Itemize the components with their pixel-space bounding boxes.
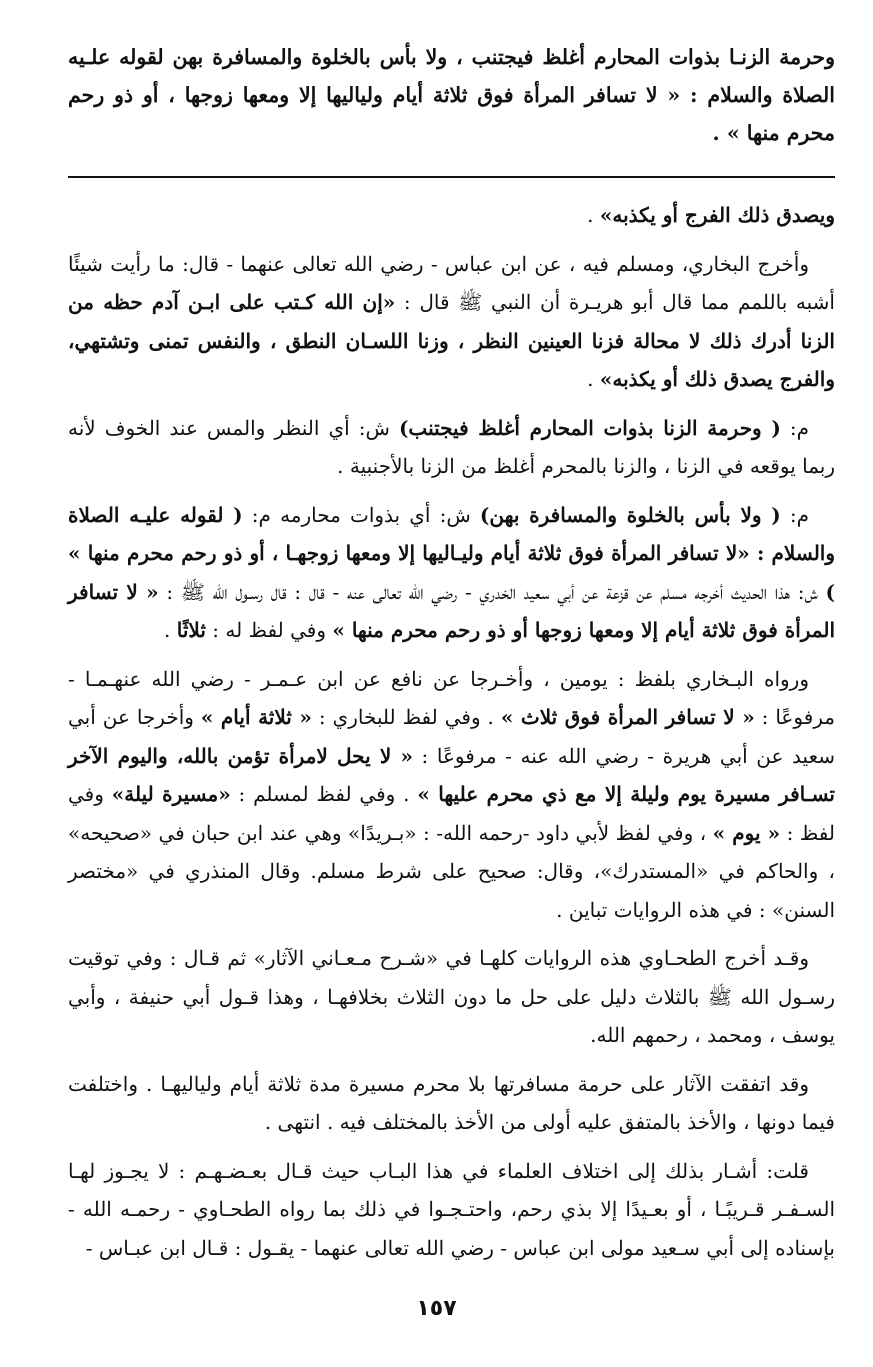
text-run: . وفي لفظ للبخاري : [311,705,501,729]
hadith-quote: « يوم » [712,820,781,845]
text-run: . [587,367,600,391]
text-run: وقـد أخرج الطحـاوي هذه الروايات كلهـا في «شـرح مـعـاني الآثار» ثم قـال : وفي توقيت رسـول الله ﷺ بالثلاث دليل على حل ما دون الثلاث بخلافهـا ، وهذا قـول أبي حنيفة ، وأبي يوسف ، ومحمد ، رحمهم الله. [68,946,835,1047]
text-run: وفي لفظ له : [205,618,333,642]
paragraph-7 [68,1152,835,1268]
text-run: م: [780,502,809,527]
paragraph-6 [68,1065,835,1142]
text-run: ش: هذا الحديث أخرجه مسلم عن قزعة عن أبي سعيد الخدري - رضي الله تعالى عنه - قال : قال رسـول الله ﷺ : [158,579,826,604]
text-run: . [164,618,177,642]
text-run: ش: أي النظر والمس عند الخوف لأنه ربما يوقعه في الزنا ، والزنا بالمحرم أغلظ من الزنا بالأجنبية . [68,415,835,478]
matn-quote: ( لقوله عليـه الصلاة والسلام : «لا تسافر المرأة فوق ثلاثة أيام وليـاليها إلا ومعها زوجهـا ، أو ذو رحم محرم منها » ) [68,502,835,604]
paragraph-5 [68,939,835,1055]
text-run: ورواه البـخاري بلفظ : يومين ، وأخـرجا عن نافع عن ابن عـمـر - رضي الله عنهـمـا - مرفوعًا : [68,666,836,729]
hadith-quote: « لا تسافر المرأة فوق ثلاث » [500,705,755,729]
text-run: وقد اتفقت الآثار على حرمة مسافرتها بلا محرم مسيرة مدة ثلاثة أيام ولياليهـا . واختلفت فيما دونها ، والأخذ بالمتفق عليه أولى من الأخذ بالمختلف فيه . انتهى . [68,1071,835,1134]
matn-text [68,38,835,152]
paragraph-2 [68,409,835,486]
text-run: وأخرج البخاري، ومسلم فيه ، عن ابن عباس - رضي الله تعالى عنهما - قال: ما رأيت شيئًا أشبه باللمم مما قال أبو هريـرة أن النبي ﷺ قال : [68,251,835,314]
paragraph-4 [68,660,835,930]
matn-quote: ( وحرمة الزنا بذوات المحارم أغلظ فيجتنب) [398,415,781,440]
commentary-text [68,196,835,1267]
text-run: . [587,203,600,227]
text-run: ش: أي بذوات محارمه م: [242,502,480,527]
text-run: م: [780,415,810,440]
separator-rule [68,176,835,178]
hadith-quote: ثلاثًا [176,618,206,642]
paragraph-0 [68,196,835,235]
paragraph-1 [68,245,835,399]
matn-quote: ( ولا بأس بالخلوة والمسافرة بهن) [479,502,781,527]
hadith-quote: «إن الله كـتب على ابـن آدم حظه من الزنا أدرك ذلك لا محالة فزنا العينين النظر ، وزنا اللسـان النطق ، والنفس تمنى وتشتهي، والفرج يصدق ذلك أو يكذبه» [68,290,835,391]
hadith-quote: ويصدق ذلك الفرج أو يكذبه» [599,203,835,227]
matn-line-2: والسلام : « لا تسافر المرأة فوق ثلاثة أيام ولياليها إلا ومعها زوجها ، أو ذو رحم محرم منها » . [68,83,835,145]
page-number: ١٥٧ [416,1296,457,1321]
text-run: . وفي لفظ لمسلم : [230,782,418,806]
hadith-quote: « ثلاثة أيام » [200,705,312,729]
text-run: ، وفي لفظ لأبي داود -رحمه الله- : «بـريدًا» وهي عند ابن حبان في «صحيحه» ، والحاكم في «المستدرك»، وقال: صحيح على شرط مسلم. وقال المنذري في «مختصر السنن» : في هذه الروايات تباين . [68,820,835,922]
text-run: وفي لفظ : [68,782,835,845]
matn-line-1: وحرمة الزنـا بذوات المحارم أغلظ فيجتنب ، ولا بأس بالخلوة والمسافرة بهن لقوله علـيه الصلاة [68,45,836,107]
matn-line [68,38,835,152]
hadith-quote: «مسيرة ليلة» [111,782,231,806]
paragraph-3 [68,496,835,650]
text-run: وأخرجا عن أبي سعيد عن أبي هريرة - رضي الله عنه - مرفوعًا : [68,705,835,768]
hadith-quote: « لا يحل لامرأة تؤمن بالله، واليوم الآخر تسـافر مسيرة يوم وليلة إلا مع ذي محرم عليها » [68,743,835,806]
text-run: قلت: أشـار بذلك إلى اختلاف العلماء في هذا البـاب حيث قـال بعـضـهـم : لا يجـوز لهـا السـفـر قـريبًـا ، أو بعـيدًا إلا بذي رحم، واحتـجـوا في ذلك بما رواه الطحـاوي - رحمـه الله - بإسناده إلى أبي سـعيد مولى ابن عباس - رضي الله تعالى عنهما - يقـول : قـال ابن عبـاس - [68,1158,835,1260]
hadith-quote: « لا تسافر المرأة فوق ثلاثة أيام إلا ومعها زوجها أو ذو رحم محرم منها » [68,579,835,642]
